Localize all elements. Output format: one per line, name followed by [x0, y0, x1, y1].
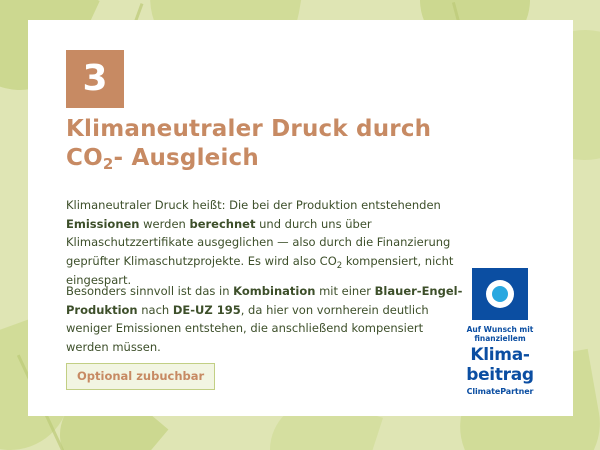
logo-word-2: beitrag: [466, 364, 534, 385]
p1-seg1: Klimaneutraler Druck heißt: Die bei der Produktion entstehenden: [66, 198, 441, 212]
p2-seg1: Besonders sinnvoll ist das in: [66, 284, 234, 298]
logo-brand-name: ClimatePartner: [466, 386, 534, 396]
logo-caption-line-2: finanziellem: [474, 334, 526, 344]
p2-bold-kombination: Kombination: [233, 284, 316, 298]
content-card: [28, 20, 573, 416]
logo-word-1: Klima-: [470, 344, 530, 365]
logo-caption: [456, 325, 544, 344]
p2-seg3: nach: [137, 302, 173, 317]
ring-icon: [486, 280, 514, 308]
headline-line-2-pre: CO: [66, 144, 103, 171]
p1-subscript: 2: [336, 260, 343, 271]
p2-seg2: mit einer: [315, 284, 375, 298]
climatepartner-logo: [456, 268, 544, 396]
page-title: [66, 115, 496, 173]
optional-addon-label: Optional zubuchbar: [77, 369, 205, 383]
p1-bold-emissionen: Emissionen: [66, 216, 140, 231]
logo-caption-line-1: Auf Wunsch mit: [466, 325, 534, 334]
climate-mark-icon: [472, 268, 528, 320]
body-paragraph-1: [66, 196, 466, 289]
p1-bold-berechnet: berechnet: [189, 216, 256, 231]
p2-bold-de-uz-195: DE-UZ 195: [172, 302, 241, 317]
p1-seg4: kompensiert, nicht eingespart.: [66, 253, 454, 287]
step-number-badge: [66, 50, 124, 108]
step-number-value: 3: [82, 58, 108, 99]
body-paragraph-2: [66, 282, 466, 357]
optional-addon-badge[interactable]: [66, 363, 215, 390]
p2-bold-blauer-engel: Blauer-Engel-Produktion: [66, 284, 463, 317]
headline-line-1: Klimaneutraler Druck durch: [66, 116, 432, 142]
p2-seg4: , da hier von vornherein deutlich weniger Emissionen entstehen, die anschließend kompensiert werden müssen.: [66, 302, 429, 354]
headline-line-2-post: - Ausgleich: [113, 144, 259, 171]
dot-icon: [492, 286, 508, 302]
p1-seg3: und durch uns über Klimaschutzzertifikate ausgeglichen — also durch die Finanzierung geprüfter Klimaschutzprojekte. Es wird also CO: [66, 216, 451, 268]
p1-seg2: werden: [139, 216, 190, 231]
headline-subscript: 2: [102, 154, 114, 173]
